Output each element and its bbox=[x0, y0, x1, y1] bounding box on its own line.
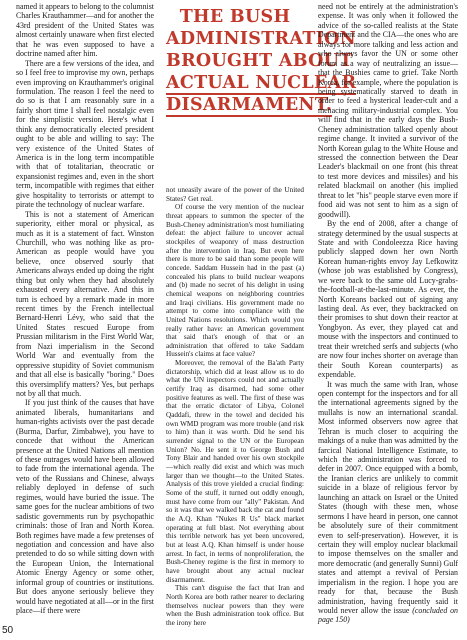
paragraph: not uneasily aware of the power of the United States? Get real. bbox=[166, 186, 304, 203]
paragraph: This is not a statement of American superiority, either moral or physical, as much as it is a statement of fact. Winston Churchill, who was nothing like as pro-American as people would have you believe, once observed sourly that Americans always ended up doing the right thing but only when they had absolutely exhausted every alternative. And this in turn is echoed by a remark made in more recent times by the French intellectual Bernard-Henri Lévy, who said that the United States rescued Europe from Prussian militarism in the First World War, from Nazi imperialism in the Second World War and eventually from the oppressive stupidity of Soviet communism and that all else is basically "boring." Does this oversimplify matters? Yes, but perhaps not by all that much. bbox=[16, 209, 154, 398]
paragraph-last bbox=[318, 380, 458, 625]
paragraph: By the end of 2008, after a change of strategy determined by the usual suspects at State and with Condoleezza Rice having publicly slapped down her own North Korean human-rights envoy Jay Lefkowitz (whose job was established by Congress), we were back to the same old Lucy-grabs-the-football-at-the-last-minute. As ever, the North Koreans backed out of signing any lasting deal. As ever, they backtracked on their promises to shut down their reactor at Yongbyon. As ever, they played cat and mouse with the inspectors and continued to treat their wretched serfs and subjects (who are now four inches shorter on average than their South Korean counterparts) as expendable. bbox=[318, 219, 458, 380]
paragraph: There are a few versions of the idea, and so I feel free to improvise my own, perhaps even improving on Krauthammer's original formulation. The reason I feel the need to do so is that I am reasonably sure in a fairly short time I shall feel nostalgic even for the simplistic version. Here's what I think any democratically elected president ought to be able and willing to say: The very existence of the United States of America is in the long term incompatible with that of totalitarian, theocratic or expansionist regimes and, even in the short term, incompatible with regimes that either give hospitality to terrorists or attempt to pirate the technology of nuclear warfare. bbox=[16, 58, 154, 210]
pull-quote-line: THE BUSH bbox=[179, 7, 291, 27]
article-column-middle bbox=[166, 186, 304, 627]
paragraph: Of course the very mention of the nuclear threat appears to summon the specter of the Bush-Cheney administration's most humiliating defeat: the abject failure to uncover actual stockpiles of weaponry of mass destruction after the intervention in Iraq. But even here there is more to be said than some people will concede. Saddam Hussein had in the past (a) concealed his plans to build nuclear weapons and (b) made no secret of his delight in using chemical weapons on neighboring countries and Iraqi civilians. His government made no attempt to come into compliance with the United Nations resolutions. Which would you really rather have: an American government that said that's enough of that or an administration that offered to take Saddam Hussein's claims at face value? bbox=[166, 203, 304, 359]
paragraph: Moreover, the removal of the Ba'ath Party dictatorship, which did at least allow us to do what the UN inspectors could not and actually certify Iraq as disarmed, had some other positive features as well. The first of these was that the erratic dictator of Libya, Colonel Qaddafi, threw in the towel and decided his own WMD program was more trouble (and risk to him) than it was worth. Did he send his surrender signal to the UN or the European Union? No. He sent it to George Bush and Tony Blair and handed over his own stockpile—which really did exist and which was much larger than we thought—to the United States. Analysis of this trove yielded a crucial finding: Some of the stuff, it turned out oddly enough, must have come from our "ally" Pakistan. And so it was that we walked back the cat and found the A.Q. Khan "Nukes R Us" black market operating at full blast. Not everything about this terrible network has yet been uncovered, but at least A.Q. Khan himself is under house arrest. In fact, in terms of nonproliferation, the Bush-Cheney regime is the first in memory to have brought about any actual nuclear disarmament. bbox=[166, 359, 304, 584]
pull-quote-line-highlight: ACTUAL NUCLEAR bbox=[166, 73, 357, 93]
paragraph: need not be entirely at the administration's expense. It was only when it followed the advice of the so-called realists at the State Department and the CIA—the ones who are always for more talking and less action and who always favor the UN or some other forum as a way of neutralizing an issue—that the Bushies came to grief. Take North Korea, for example, where the population is being systematically starved to death in order to feed a hysterical leader-cult and a menacing military-industrial complex. You will find that in the early days the Bush-Cheney administration talked openly about regime change. It invited a survivor of the North Korean gulag to the White House and stressed the connection between the Dear Leader's blackmail on one front (his threat to test more devices and missiles) and his related blackmail on another (his implied threat to let "his" people starve even more if food aid was not sent to him as a sign of goodwill). bbox=[318, 2, 458, 219]
continued-note: (concluded on page 150) bbox=[318, 606, 458, 625]
pull-quote-line: BROUGHT ABOUT bbox=[166, 51, 353, 71]
paragraph-text: It was much the same with Iran, whose open contempt for the inspectors and for all the international agreements signed by the mullahs is now an international scandal. Most informed observers now agree that Tehran is much closer to acquiring the makings of a nuke than was admitted by the farcical National Intelligence Estimate, to which the administration was forced to defer in 2007. Once equipped with a bomb, the Iranian clerics are unlikely to commit suicide in a blaze of religious fervor by launching an attack on Israel or the United States (though with these men, whose sermons I have heard in person, one cannot be absolutely sure of their commitment even to self-preservation). However, it is certain they will employ nuclear blackmail to impose themselves on the smaller and more democratic (and generally Sunni) Gulf states and attempt a revival of Persian imperialism in the region. I hope you are ready for that, because the Bush administration, having frequently said it would never allow the issue bbox=[318, 379, 459, 615]
pull-quote-line: ADMINISTRATION bbox=[166, 29, 356, 49]
article-column-right bbox=[318, 2, 458, 625]
paragraph: This can't disguise the fact that Iran and North Korea are both rather nearer to declaring themselves nuclear powers than they were when the Bush administration took office. But the irony here bbox=[166, 584, 304, 627]
paragraph: named it appears to belong to the columnist Charles Krauthammer—and for another the 43rd president of the United States was almost certainly unaware when first elected that he was even supposed to have a doctrine named after him. bbox=[16, 2, 154, 59]
paragraph: If you just think of the causes that have animated liberals, humanitarians and human-rights activists over the past decade (Burma, Darfur, Zimbabwe), you have to concede that without the American presence at the United Nations all mention of these outrages would have been allowed to fade from the international agenda. The veto of the Russians and Chinese, always reliably deployed in defense of such regimes, would have buried the issue. The same goes for the nuclear ambitions of two sadistic governments run by psychopathic criminals: those of Iran and North Korea. Both regimes have made a few pretenses of negotiation and concession and have also pretended to do so while sitting down with the European Union, the International Atomic Energy Agency or some other, informal group of countries or institutions. But does anyone seriously believe they would have negotiated at all—or in the first place—if there were bbox=[16, 398, 154, 615]
pull-quote bbox=[166, 6, 357, 116]
page-number: 50 bbox=[2, 625, 14, 636]
pull-quote-line-highlight: DISARMAMENT. bbox=[166, 95, 333, 115]
article-column-left bbox=[16, 2, 154, 615]
